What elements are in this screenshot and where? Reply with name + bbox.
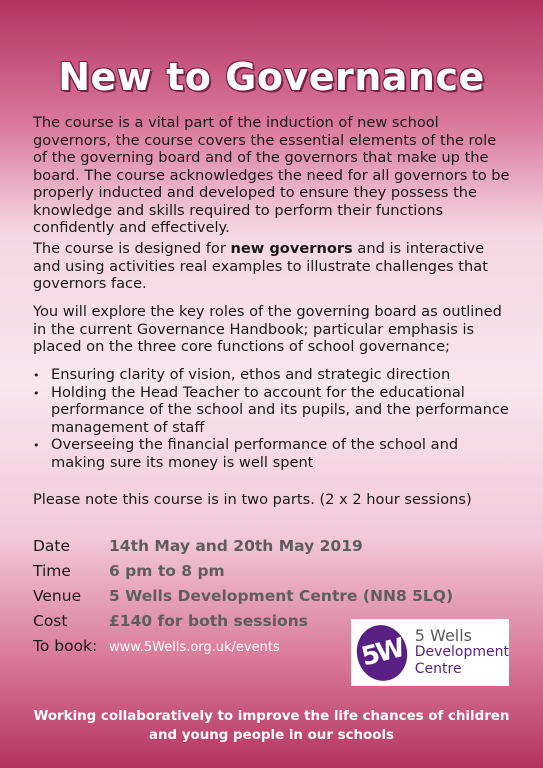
designed-emphasis: new governors [230, 240, 353, 257]
time-value: 6 pm to 8 pm [109, 562, 225, 580]
venue-row [33, 587, 453, 605]
explore-paragraph: You will explore the key roles of the governing board as outlined in the current Governance Handbook; particular emphasis is placed on the three core functions of school governance; [33, 303, 502, 355]
list-item: • Holding the Head Teacher to account for the educational performance of the school and its pupils, and the performance management of staff [33, 384, 513, 437]
cost-row [33, 612, 308, 630]
book-label: To book: [33, 637, 98, 655]
page-title: New to Governance [58, 55, 485, 99]
designed-text-before: The course is designed for [33, 240, 231, 257]
designed-text-after: and is interactive and using activities real examples to illustrate challenges that governors face. [33, 240, 488, 292]
cost-value: £140 for both sessions [109, 612, 308, 630]
book-row [33, 637, 280, 655]
date-label: Date [33, 537, 71, 555]
time-row [33, 562, 225, 580]
logo-line-3: Centre [414, 661, 462, 677]
five-wells-logo [351, 619, 509, 686]
list-item: • Overseeing the financial performance of the school and making sure its money is well spent [33, 436, 513, 471]
logo-text [415, 627, 509, 678]
booking-link[interactable]: www.5Wells.org.uk/events [109, 640, 280, 655]
cost-label: Cost [33, 612, 68, 630]
logo-line-1: 5 Wells [414, 626, 472, 645]
logo-mark: 5W [351, 619, 413, 685]
footer-line-1: Working collaboratively to improve the life chances of children [33, 709, 510, 724]
footer-tagline [0, 707, 543, 745]
venue-label: Venue [33, 587, 82, 605]
intro-paragraph: The course is a vital part of the induction of new school governors, the course covers the essential elements of the role of the governing board and of the governors that make up the board. The course acknowledges the need for all governors to be properly inducted and developed to ensure they possess the knowledge and skills required to perform their functions confidently and effectively. [33, 114, 510, 236]
list-item: • Ensuring clarity of vision, ethos and strategic direction [33, 366, 513, 384]
designed-paragraph [33, 240, 513, 293]
venue-value: 5 Wells Development Centre (NN8 5LQ) [109, 587, 454, 605]
date-value: 14th May and 20th May 2019 [109, 537, 363, 555]
date-row [33, 537, 363, 555]
footer-line-2: and young people in our schools [148, 728, 395, 743]
sessions-note: Please note this course is in two parts. (2 x 2 hour sessions) [33, 491, 472, 508]
core-functions-list [33, 366, 513, 471]
time-label: Time [33, 562, 71, 580]
logo-line-2: Development [414, 644, 509, 660]
